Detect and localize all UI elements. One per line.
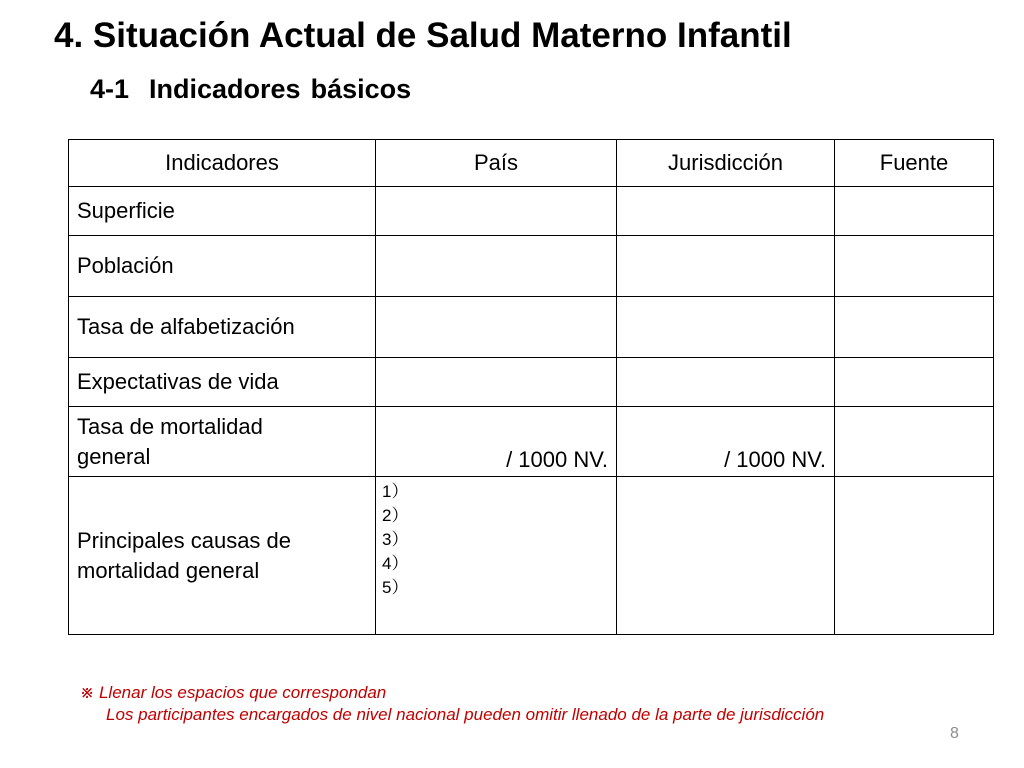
subtitle-number: 4-1 (90, 74, 130, 104)
header-jurisdiccion: Jurisdicción (617, 140, 835, 187)
slide-title: 4. Situación Actual de Salud Materno Infantil (54, 16, 792, 55)
table-row (69, 297, 994, 358)
row-label-superficie: Superficie (69, 187, 376, 236)
row-label-poblacion: Población (69, 236, 376, 297)
cause-item-5: 5） (382, 578, 409, 597)
cell-fuente-expectativas[interactable] (835, 358, 994, 407)
instruction-note (80, 682, 824, 726)
cell-fuente-poblacion[interactable] (835, 236, 994, 297)
cause-item-2: 2） (382, 506, 409, 525)
row-label-mortalidad-line2: general (77, 443, 151, 469)
row-label-mortalidad (69, 407, 376, 477)
cell-pais-expectativas[interactable] (376, 358, 617, 407)
cell-pais-causas[interactable] (376, 477, 617, 635)
table-row (69, 187, 994, 236)
row-label-alfabetizacion: Tasa de alfabetización (69, 297, 376, 358)
cell-jurisdiccion-expectativas[interactable] (617, 358, 835, 407)
cell-fuente-mortalidad[interactable] (835, 407, 994, 477)
cell-pais-alfabetizacion[interactable] (376, 297, 617, 358)
cell-pais-poblacion[interactable] (376, 236, 617, 297)
cause-item-1: 1） (382, 482, 409, 501)
row-label-causas-line1: Principales causas de (77, 527, 292, 553)
indicators-table (68, 139, 994, 635)
note-line-2: Los participantes encargados de nivel nacional pueden omitir llenado de la parte de jurisdicción (106, 705, 825, 724)
cause-item-4: 4） (382, 554, 409, 573)
table-row (69, 477, 994, 635)
slide-subtitle (90, 74, 411, 105)
cell-fuente-causas[interactable] (835, 477, 994, 635)
cause-item-3: 3） (382, 530, 409, 549)
cell-jurisdiccion-alfabetizacion[interactable] (617, 297, 835, 358)
row-label-causas-line2: mortalidad general (77, 557, 260, 583)
table-row (69, 358, 994, 407)
cell-jurisdiccion-causas[interactable] (617, 477, 835, 635)
header-pais: País (376, 140, 617, 187)
cell-fuente-superficie[interactable] (835, 187, 994, 236)
subtitle-word-1: Indicadores (149, 74, 301, 104)
header-indicadores: Indicadores (69, 140, 376, 187)
row-label-expectativas: Expectativas de vida (69, 358, 376, 407)
row-label-causas (69, 477, 376, 635)
table-row (69, 236, 994, 297)
cell-pais-superficie[interactable] (376, 187, 617, 236)
cell-jurisdiccion-mortalidad[interactable] (617, 407, 835, 477)
row-label-mortalidad-line1: Tasa de mortalidad (77, 413, 263, 439)
note-line-1: ※ Llenar los espacios que correspondan (80, 683, 387, 702)
cell-jurisdiccion-superficie[interactable] (617, 187, 835, 236)
subtitle-word-2: básicos (310, 74, 412, 104)
unit-label-pais: / 1000 NV. (506, 447, 608, 472)
page-number: 8 (950, 725, 959, 742)
cell-fuente-alfabetizacion[interactable] (835, 297, 994, 358)
cell-jurisdiccion-poblacion[interactable] (617, 236, 835, 297)
table-row (69, 407, 994, 477)
table-header-row (69, 140, 994, 187)
header-fuente: Fuente (835, 140, 994, 187)
unit-label-jurisdiccion: / 1000 NV. (724, 447, 826, 472)
cell-pais-mortalidad[interactable] (376, 407, 617, 477)
